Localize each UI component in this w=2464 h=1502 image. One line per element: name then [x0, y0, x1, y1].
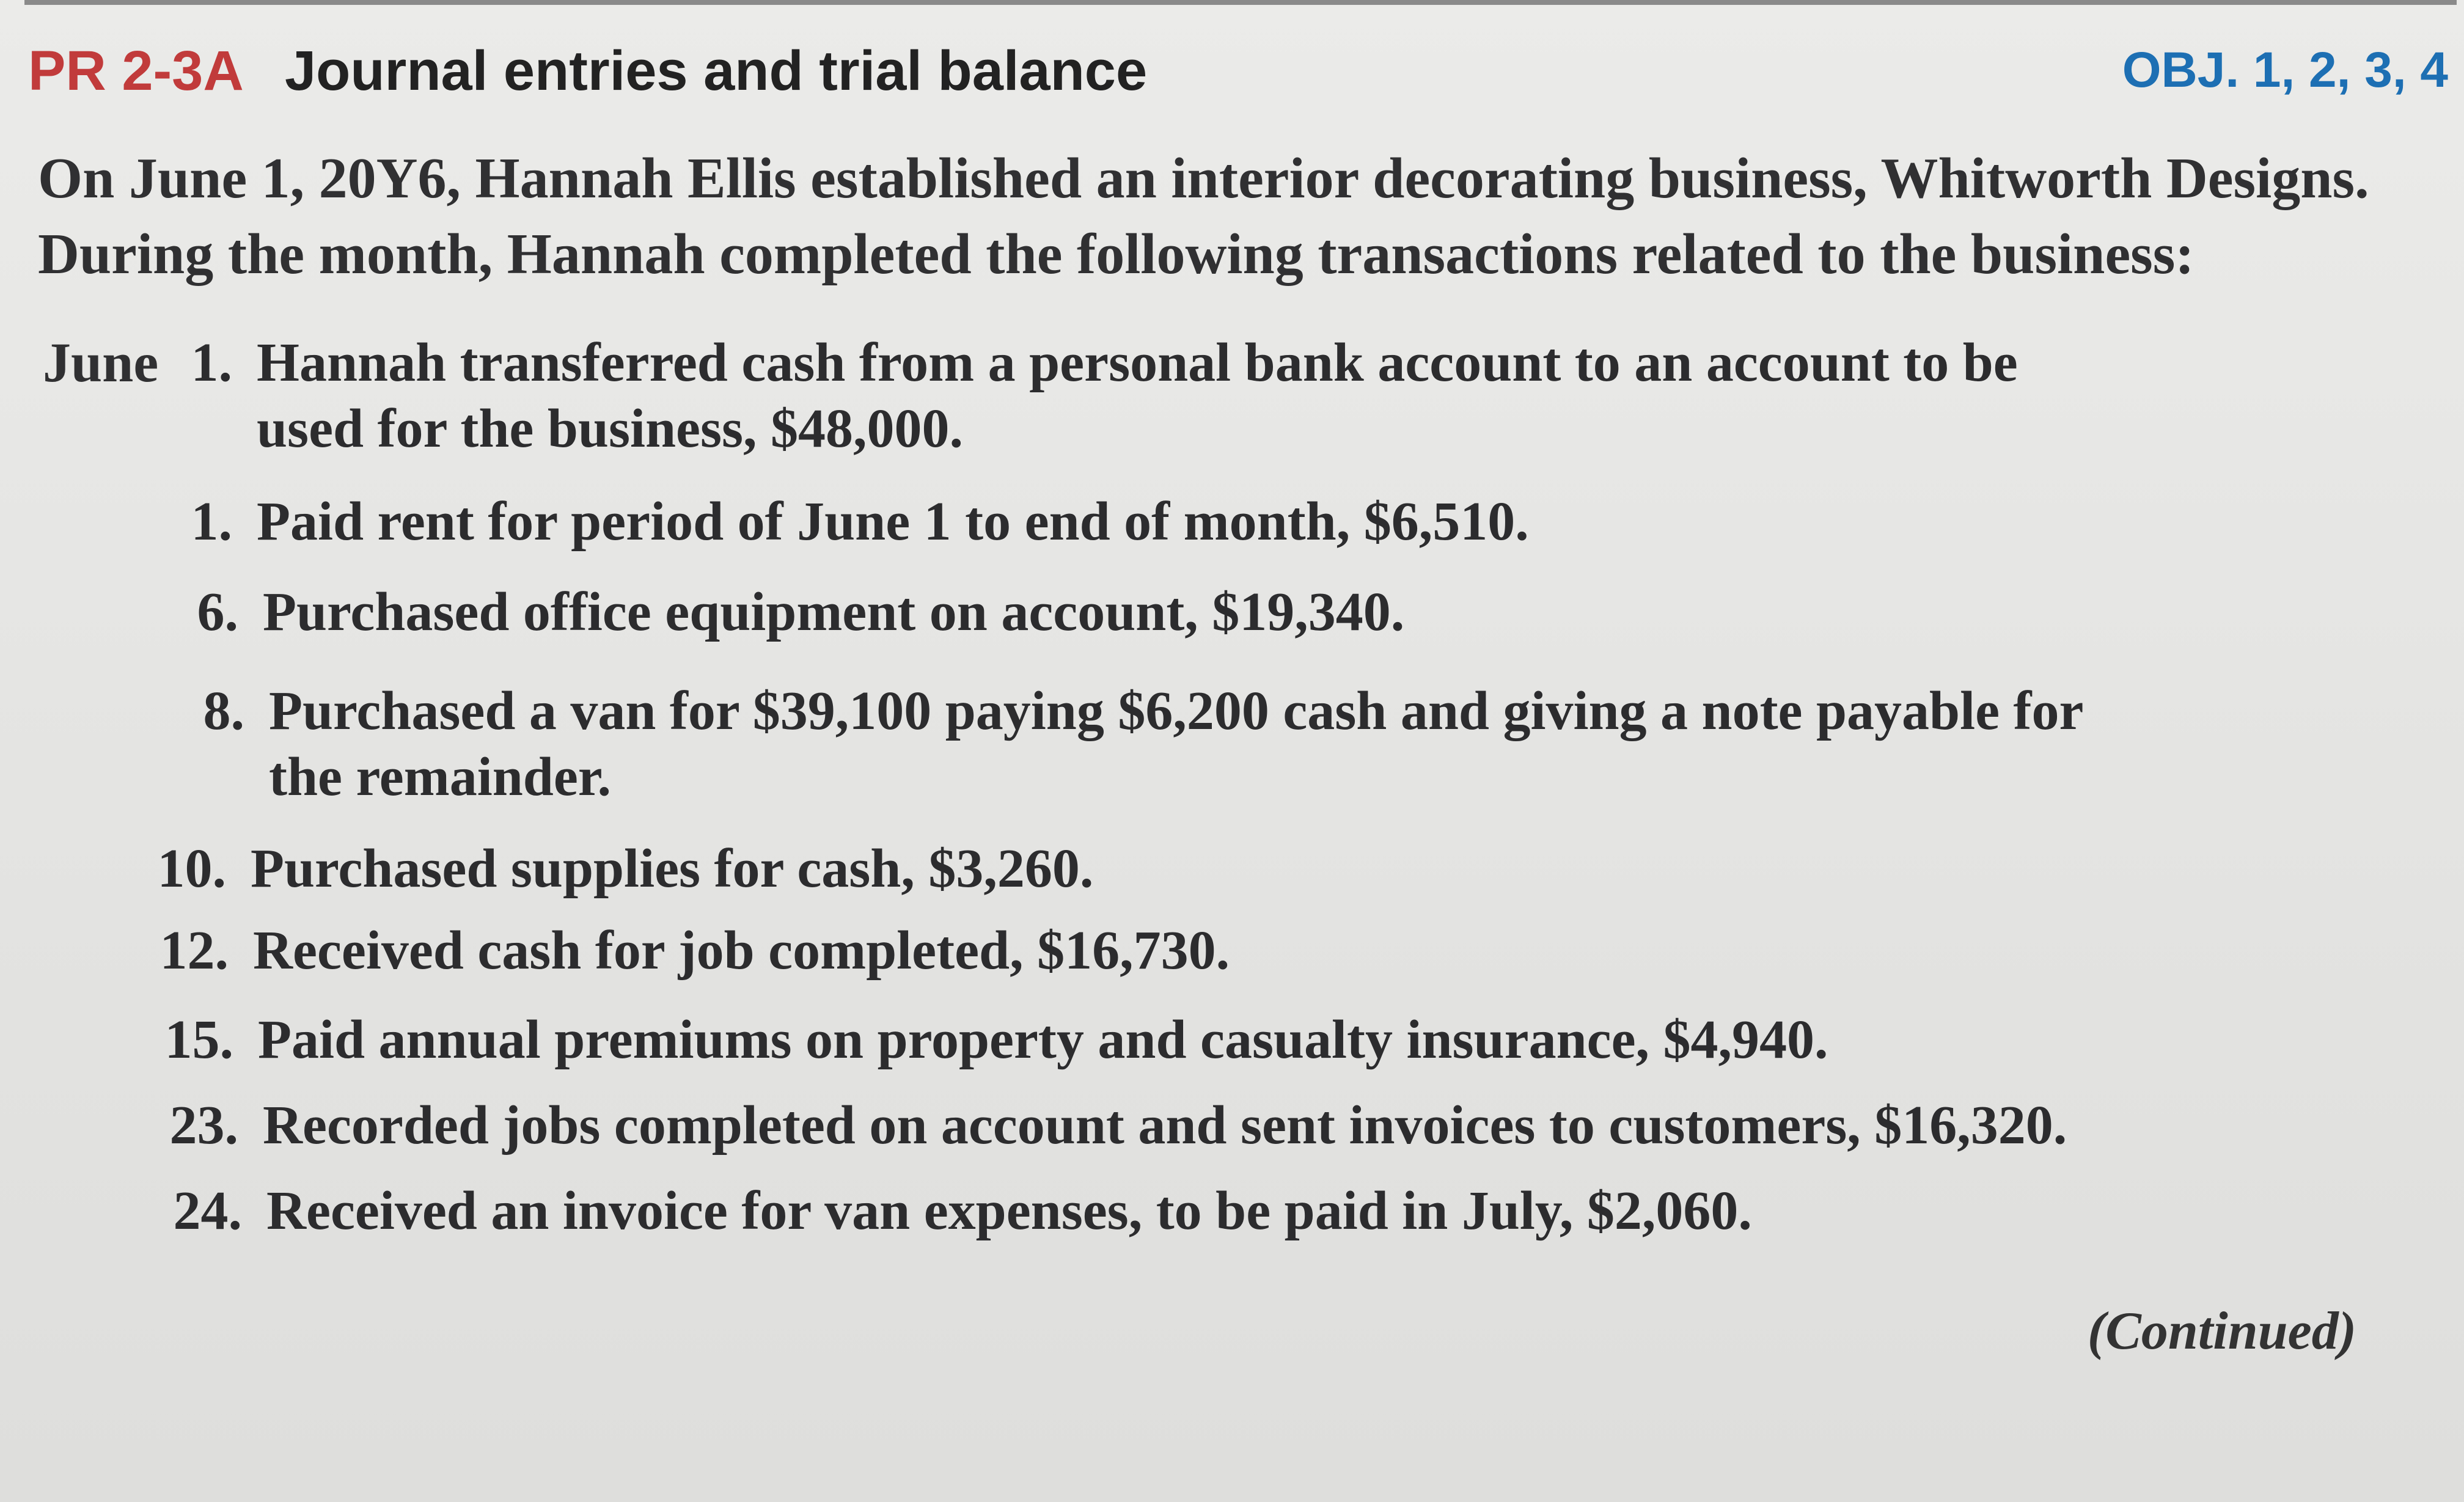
- continued-note: (Continued): [2087, 1302, 2356, 1361]
- intro-line-1: On June 1, 20Y6, Hannah Ellis established an interior decorating business, Whitworth Designs.: [38, 147, 2369, 210]
- transaction-text: Paid annual premiums on property and casualty insurance, $4,940.: [258, 1009, 1828, 1070]
- month-label: June: [43, 331, 159, 394]
- transaction-day: 15.: [164, 1009, 233, 1070]
- transaction-text: Purchased office equipment on account, $19,340.: [263, 582, 1405, 642]
- transaction-day: 12.: [160, 920, 229, 981]
- transaction-text: Recorded jobs completed on account and sent invoices to customers, $16,320.: [263, 1095, 2067, 1156]
- top-rule: [24, 0, 2457, 5]
- transaction-line-1: Hannah transferred cash from a personal bank account to an account to be: [257, 332, 2018, 393]
- objectives-label: OBJ. 1, 2, 3, 4: [2122, 42, 2448, 98]
- transaction-day: 8.: [203, 681, 244, 741]
- transaction-text: [257, 330, 2018, 462]
- transaction-day: 1.: [191, 491, 232, 552]
- transaction-line-2: used for the business, $48,000.: [257, 398, 964, 459]
- transaction-text: [269, 678, 2083, 810]
- intro-line-2: During the month, Hannah completed the following transactions related to the business:: [38, 222, 2194, 286]
- transaction-text: Received an invoice for van expenses, to be paid in July, $2,060.: [266, 1181, 1752, 1241]
- transaction-line-1: Purchased a van for $39,100 paying $6,200 cash and giving a note payable for: [269, 681, 2084, 741]
- transaction-line-2: the remainder.: [269, 747, 611, 807]
- problem-id: PR 2-3A: [28, 40, 244, 102]
- transaction-text: Received cash for job completed, $16,730.: [253, 920, 1230, 981]
- transaction-text: Purchased supplies for cash, $3,260.: [251, 838, 1094, 899]
- transaction-day: 10.: [157, 838, 226, 899]
- transaction-day: 23.: [169, 1095, 238, 1156]
- transaction-day: 24.: [173, 1181, 242, 1241]
- transaction-day: 1.: [191, 332, 232, 393]
- transaction-day: 6.: [197, 582, 238, 642]
- transaction-text: Paid rent for period of June 1 to end of month, $6,510.: [257, 491, 1529, 552]
- problem-title: Journal entries and trial balance: [285, 40, 1148, 102]
- intro-paragraph: [38, 141, 2452, 292]
